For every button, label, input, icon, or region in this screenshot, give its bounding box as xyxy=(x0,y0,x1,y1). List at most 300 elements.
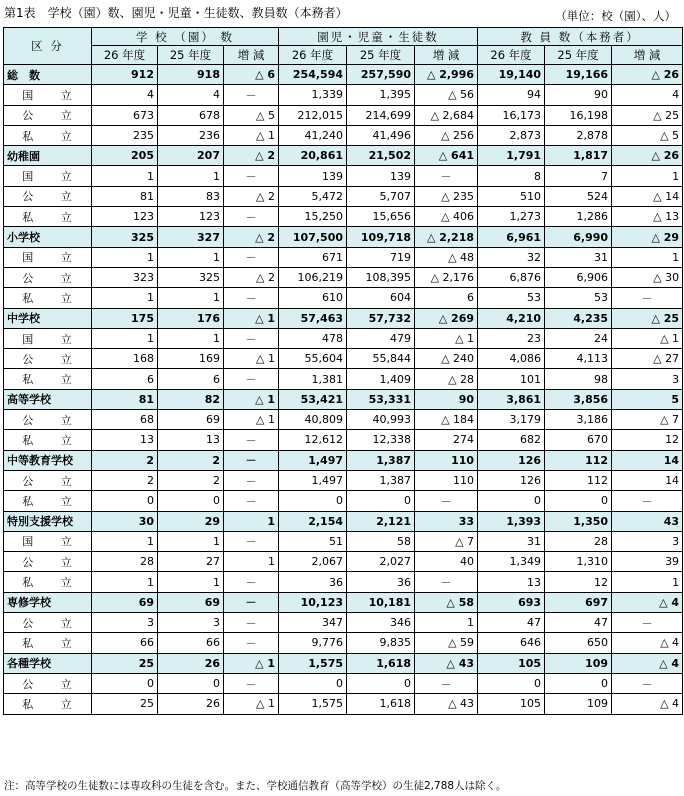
table-cell: 3,179 xyxy=(478,410,545,430)
header-sub: 26 年度 xyxy=(92,46,158,65)
table-cell: 4,235 xyxy=(545,308,612,328)
table-cell: 479 xyxy=(347,328,415,348)
table-cell: 6,961 xyxy=(478,227,545,247)
table-cell: 693 xyxy=(478,592,545,612)
table-cell: 81 xyxy=(92,389,158,409)
table-cell: 43 xyxy=(612,511,683,531)
table-cell: 13 xyxy=(478,572,545,592)
table-cell: 4 xyxy=(612,85,683,105)
row-label: 公 立 xyxy=(4,267,92,287)
table-cell: － xyxy=(224,531,279,551)
table-cell: 1 xyxy=(92,572,158,592)
table-cell: 673 xyxy=(92,105,158,125)
table-cell: 325 xyxy=(92,227,158,247)
table-cell: － xyxy=(224,572,279,592)
table-cell: 101 xyxy=(478,369,545,389)
table-body xyxy=(4,65,683,715)
table-row xyxy=(4,349,683,369)
row-label: 特別支援学校 xyxy=(4,511,92,531)
table-cell: 2 xyxy=(158,470,224,490)
table-cell: － xyxy=(224,470,279,490)
table-cell: 697 xyxy=(545,592,612,612)
table-row-total xyxy=(4,592,683,612)
row-label: 公 立 xyxy=(4,410,92,430)
table-cell: 719 xyxy=(347,247,415,267)
table-cell: 110 xyxy=(415,450,478,470)
table-cell: 0 xyxy=(545,673,612,693)
table-row xyxy=(4,430,683,450)
table-cell: 20,861 xyxy=(279,146,347,166)
table-cell: － xyxy=(612,491,683,511)
table-cell: － xyxy=(224,85,279,105)
table-cell: △ 2 xyxy=(224,186,279,206)
table-cell: 105 xyxy=(478,694,545,714)
table-cell: △ 2 xyxy=(224,146,279,166)
table-cell: 13 xyxy=(158,430,224,450)
table-row xyxy=(4,552,683,572)
table-cell: 33 xyxy=(415,511,478,531)
table-cell: 5,472 xyxy=(279,186,347,206)
table-cell: △ 48 xyxy=(415,247,478,267)
table-cell: 2,873 xyxy=(478,125,545,145)
table-cell: 53,421 xyxy=(279,389,347,409)
table-cell: 1,817 xyxy=(545,146,612,166)
unit-label: （単位：校（園）、人） xyxy=(555,9,676,23)
table-row xyxy=(4,470,683,490)
table-cell: △ 4 xyxy=(612,653,683,673)
table-cell: △ 240 xyxy=(415,349,478,369)
table-row-total xyxy=(4,389,683,409)
table-cell: 1,339 xyxy=(279,85,347,105)
header-sub: 26 年度 xyxy=(279,46,347,65)
table-row xyxy=(4,633,683,653)
table-cell: 9,835 xyxy=(347,633,415,653)
table-cell: 6,990 xyxy=(545,227,612,247)
table-cell: 3 xyxy=(612,531,683,551)
table-row-total xyxy=(4,653,683,673)
table-cell: △ 256 xyxy=(415,125,478,145)
row-label: 公 立 xyxy=(4,552,92,572)
table-cell: 6 xyxy=(158,369,224,389)
row-label: 高等学校 xyxy=(4,389,92,409)
table-cell: 98 xyxy=(545,369,612,389)
table-cell: 27 xyxy=(158,552,224,572)
table-cell: 8 xyxy=(478,166,545,186)
table-row-total xyxy=(4,146,683,166)
table-cell: 650 xyxy=(545,633,612,653)
table-cell: 207 xyxy=(158,146,224,166)
table-cell: 69 xyxy=(92,592,158,612)
table-row xyxy=(4,186,683,206)
row-label: 中学校 xyxy=(4,308,92,328)
table-cell: △ 1 xyxy=(415,328,478,348)
table-cell: 671 xyxy=(279,247,347,267)
table-cell: 2 xyxy=(158,450,224,470)
table-cell: 1,387 xyxy=(347,450,415,470)
table-cell: 26 xyxy=(158,694,224,714)
table-cell: － xyxy=(612,673,683,693)
table-cell: 32 xyxy=(478,247,545,267)
table-cell: △ 2,176 xyxy=(415,267,478,287)
table-cell: － xyxy=(224,633,279,653)
table-cell: － xyxy=(415,166,478,186)
table-cell: 214,699 xyxy=(347,105,415,125)
table-cell: 1,497 xyxy=(279,450,347,470)
table-cell: 123 xyxy=(158,207,224,227)
table-cell: 610 xyxy=(279,288,347,308)
table-title: 第1表 学校（園）数、園児・児童・生徒数、教員数（本務者） xyxy=(4,6,348,20)
row-label: 私 立 xyxy=(4,369,92,389)
table-cell: 0 xyxy=(279,491,347,511)
table-cell: 90 xyxy=(545,85,612,105)
statistics-table xyxy=(3,27,683,715)
table-cell: 327 xyxy=(158,227,224,247)
table-cell: － xyxy=(415,673,478,693)
table-cell: 1 xyxy=(415,613,478,633)
row-label: 幼稚園 xyxy=(4,146,92,166)
table-cell: 4 xyxy=(92,85,158,105)
table-cell: － xyxy=(224,207,279,227)
footnote: 注：高等学校の生徒数には専攻科の生徒を含む。また、学校通信教育（高等学校）の生徒2,788人は除く。 xyxy=(4,780,507,792)
row-label: 専修学校 xyxy=(4,592,92,612)
row-label: 公 立 xyxy=(4,349,92,369)
table-cell: 107,500 xyxy=(279,227,347,247)
table-cell: 1,286 xyxy=(545,207,612,227)
table-cell: 169 xyxy=(158,349,224,369)
header-sub: 増 減 xyxy=(612,46,683,65)
table-cell: 83 xyxy=(158,186,224,206)
row-label: 公 立 xyxy=(4,613,92,633)
row-label: 私 立 xyxy=(4,430,92,450)
table-row xyxy=(4,410,683,430)
table-cell: △ 26 xyxy=(612,65,683,85)
row-label: 国 立 xyxy=(4,166,92,186)
table-cell: 346 xyxy=(347,613,415,633)
table-cell: 55,844 xyxy=(347,349,415,369)
table-cell: △ 2,684 xyxy=(415,105,478,125)
table-cell: 57,463 xyxy=(279,308,347,328)
table-cell: 682 xyxy=(478,430,545,450)
table-cell: 12,338 xyxy=(347,430,415,450)
row-label: 公 立 xyxy=(4,673,92,693)
table-cell: － xyxy=(415,572,478,592)
table-cell: － xyxy=(224,166,279,186)
table-cell: 0 xyxy=(478,491,545,511)
table-cell: 53 xyxy=(478,288,545,308)
table-cell: △ 2 xyxy=(224,227,279,247)
header-group-students: 園児・児童・生徒数 xyxy=(279,28,478,46)
table-cell: 16,198 xyxy=(545,105,612,125)
table-cell: 1 xyxy=(92,288,158,308)
table-row xyxy=(4,694,683,714)
table-cell: 5 xyxy=(612,389,683,409)
row-label: 私 立 xyxy=(4,491,92,511)
table-cell: 918 xyxy=(158,65,224,85)
table-cell: 39 xyxy=(612,552,683,572)
table-cell: 5,707 xyxy=(347,186,415,206)
table-cell: 12 xyxy=(612,430,683,450)
table-cell: △ 1 xyxy=(612,328,683,348)
table-cell: △ 406 xyxy=(415,207,478,227)
table-cell: 1 xyxy=(158,572,224,592)
table-row-total xyxy=(4,450,683,470)
table-cell: 212,015 xyxy=(279,105,347,125)
table-cell: 1,618 xyxy=(347,694,415,714)
table-row-total xyxy=(4,511,683,531)
table-cell: 23 xyxy=(478,328,545,348)
table-cell: △ 30 xyxy=(612,267,683,287)
table-cell: 81 xyxy=(92,186,158,206)
table-cell: 3,861 xyxy=(478,389,545,409)
table-cell: 1 xyxy=(612,572,683,592)
header-sub: 増 減 xyxy=(415,46,478,65)
table-cell: △ 26 xyxy=(612,146,683,166)
table-cell: 323 xyxy=(92,267,158,287)
header-group-schools: 学 校 （園） 数 xyxy=(92,28,279,46)
table-cell: － xyxy=(612,613,683,633)
table-row xyxy=(4,247,683,267)
table-cell: △ 1 xyxy=(224,349,279,369)
table-cell: 6 xyxy=(92,369,158,389)
table-cell: 55,604 xyxy=(279,349,347,369)
table-cell: 41,496 xyxy=(347,125,415,145)
table-cell: 3 xyxy=(92,613,158,633)
table-cell: △ 56 xyxy=(415,85,478,105)
table-cell: 51 xyxy=(279,531,347,551)
table-cell: 41,240 xyxy=(279,125,347,145)
header-sub: 増 減 xyxy=(224,46,279,65)
table-cell: － xyxy=(224,430,279,450)
table-cell: 12,612 xyxy=(279,430,347,450)
table-cell: △ 4 xyxy=(612,592,683,612)
table-row xyxy=(4,613,683,633)
table-cell: 0 xyxy=(158,491,224,511)
table-cell: 16,173 xyxy=(478,105,545,125)
table-cell: 1 xyxy=(92,328,158,348)
table-cell: 2 xyxy=(92,470,158,490)
header-kubun: 区 分 xyxy=(4,28,92,65)
table-cell: 58 xyxy=(347,531,415,551)
row-label: 中等教育学校 xyxy=(4,450,92,470)
table-cell: △ 2 xyxy=(224,267,279,287)
table-cell: 1,395 xyxy=(347,85,415,105)
table-cell: 2,154 xyxy=(279,511,347,531)
table-cell: 0 xyxy=(92,673,158,693)
header-group-teachers: 教 員 数（本務者） xyxy=(478,28,683,46)
table-cell: 670 xyxy=(545,430,612,450)
table-cell: 94 xyxy=(478,85,545,105)
table-cell: 912 xyxy=(92,65,158,85)
table-cell: 31 xyxy=(545,247,612,267)
table-cell: 4 xyxy=(158,85,224,105)
table-row xyxy=(4,267,683,287)
table-cell: △ 184 xyxy=(415,410,478,430)
table-cell: 29 xyxy=(158,511,224,531)
table-cell: 14 xyxy=(612,470,683,490)
row-label: 公 立 xyxy=(4,186,92,206)
table-cell: 66 xyxy=(158,633,224,653)
row-label: 私 立 xyxy=(4,288,92,308)
table-cell: 235 xyxy=(92,125,158,145)
table-cell: 7 xyxy=(545,166,612,186)
table-cell: 1,409 xyxy=(347,369,415,389)
table-cell: 0 xyxy=(545,491,612,511)
table-cell: △ 58 xyxy=(415,592,478,612)
table-cell: 604 xyxy=(347,288,415,308)
table-cell: 1 xyxy=(158,247,224,267)
table-cell: 1,618 xyxy=(347,653,415,673)
row-label: 各種学校 xyxy=(4,653,92,673)
table-row xyxy=(4,572,683,592)
table-cell: 126 xyxy=(478,450,545,470)
table-cell: △ 2,996 xyxy=(415,65,478,85)
table-cell: － xyxy=(224,369,279,389)
table-cell: 126 xyxy=(478,470,545,490)
table-cell: △ 1 xyxy=(224,125,279,145)
table-cell: 2,121 xyxy=(347,511,415,531)
table-cell: △ 1 xyxy=(224,389,279,409)
table-cell: 66 xyxy=(92,633,158,653)
table-cell: △ 641 xyxy=(415,146,478,166)
row-label: 国 立 xyxy=(4,328,92,348)
table-cell: △ 29 xyxy=(612,227,683,247)
table-cell: 4,210 xyxy=(478,308,545,328)
table-cell: 36 xyxy=(279,572,347,592)
table-cell: 36 xyxy=(347,572,415,592)
table-cell: 69 xyxy=(158,592,224,612)
table-cell: 40,993 xyxy=(347,410,415,430)
table-cell: 254,594 xyxy=(279,65,347,85)
row-label: 私 立 xyxy=(4,633,92,653)
table-cell: 1 xyxy=(224,511,279,531)
table-cell: 9,776 xyxy=(279,633,347,653)
table-cell: 678 xyxy=(158,105,224,125)
table-cell: 40 xyxy=(415,552,478,572)
table-cell: 123 xyxy=(92,207,158,227)
table-cell: － xyxy=(224,673,279,693)
table-cell: △ 1 xyxy=(224,694,279,714)
table-row xyxy=(4,105,683,125)
table-row xyxy=(4,166,683,186)
table-cell: 2,067 xyxy=(279,552,347,572)
table-cell: △ 6 xyxy=(224,65,279,85)
table-cell: － xyxy=(224,288,279,308)
table-cell: 25 xyxy=(92,694,158,714)
table-cell: △ 43 xyxy=(415,694,478,714)
table-cell: 139 xyxy=(279,166,347,186)
table-cell: 1,350 xyxy=(545,511,612,531)
table-cell: － xyxy=(224,491,279,511)
table-cell: 139 xyxy=(347,166,415,186)
table-cell: 325 xyxy=(158,267,224,287)
table-cell: 82 xyxy=(158,389,224,409)
table-cell: 3,856 xyxy=(545,389,612,409)
table-cell: 6,876 xyxy=(478,267,545,287)
table-cell: △ 269 xyxy=(415,308,478,328)
table-cell: 26 xyxy=(158,653,224,673)
table-cell: 53 xyxy=(545,288,612,308)
table-row xyxy=(4,207,683,227)
table-cell: 1 xyxy=(612,166,683,186)
table-cell: △ 1 xyxy=(224,308,279,328)
table-cell: △ 4 xyxy=(612,694,683,714)
table-cell: 28 xyxy=(545,531,612,551)
table-row-total xyxy=(4,308,683,328)
table-cell: 25 xyxy=(92,653,158,673)
table-cell: 1 xyxy=(92,247,158,267)
table-cell: 47 xyxy=(545,613,612,633)
header-sub: 25 年度 xyxy=(545,46,612,65)
table-cell: 57,732 xyxy=(347,308,415,328)
row-label: 国 立 xyxy=(4,85,92,105)
table-cell: 168 xyxy=(92,349,158,369)
table-cell: － xyxy=(415,491,478,511)
table-cell: 40,809 xyxy=(279,410,347,430)
table-cell: 0 xyxy=(158,673,224,693)
table-cell: － xyxy=(224,328,279,348)
table-cell: 4,086 xyxy=(478,349,545,369)
table-row xyxy=(4,369,683,389)
table-cell: 1 xyxy=(158,328,224,348)
table-cell: 1 xyxy=(158,531,224,551)
table-cell: 10,181 xyxy=(347,592,415,612)
table-cell: △ 5 xyxy=(612,125,683,145)
table-cell: 1,273 xyxy=(478,207,545,227)
table-cell: 19,140 xyxy=(478,65,545,85)
table-cell: 1,497 xyxy=(279,470,347,490)
row-label: 国 立 xyxy=(4,247,92,267)
table-cell: 3,186 xyxy=(545,410,612,430)
table-cell: 4,113 xyxy=(545,349,612,369)
table-row-total xyxy=(4,65,683,85)
table-row xyxy=(4,673,683,693)
table-cell: 510 xyxy=(478,186,545,206)
table-cell: 2,878 xyxy=(545,125,612,145)
table-cell: 1,349 xyxy=(478,552,545,572)
table-cell: 274 xyxy=(415,430,478,450)
table-cell: － xyxy=(224,247,279,267)
table-cell: 6 xyxy=(415,288,478,308)
table-cell: 15,656 xyxy=(347,207,415,227)
table-cell: 3 xyxy=(158,613,224,633)
row-label: 私 立 xyxy=(4,125,92,145)
table-cell: 1,393 xyxy=(478,511,545,531)
row-label: 公 立 xyxy=(4,105,92,125)
table-cell: 2,027 xyxy=(347,552,415,572)
table-cell: △ 4 xyxy=(612,633,683,653)
table-cell: 347 xyxy=(279,613,347,633)
row-label: 私 立 xyxy=(4,572,92,592)
table-cell: 15,250 xyxy=(279,207,347,227)
table-cell: △ 13 xyxy=(612,207,683,227)
table-cell: 646 xyxy=(478,633,545,653)
table-cell: 478 xyxy=(279,328,347,348)
table-cell: 1,791 xyxy=(478,146,545,166)
table-cell: 3 xyxy=(612,369,683,389)
table-cell: 19,166 xyxy=(545,65,612,85)
table-cell: 106,219 xyxy=(279,267,347,287)
table-cell: 0 xyxy=(478,673,545,693)
table-cell: △ 7 xyxy=(415,531,478,551)
table-cell: 0 xyxy=(92,491,158,511)
table-cell: 175 xyxy=(92,308,158,328)
table-cell: 108,395 xyxy=(347,267,415,287)
table-row-total xyxy=(4,227,683,247)
table-cell: 1 xyxy=(92,166,158,186)
table-cell: 524 xyxy=(545,186,612,206)
header-sub: 25 年度 xyxy=(347,46,415,65)
table-cell: 21,502 xyxy=(347,146,415,166)
